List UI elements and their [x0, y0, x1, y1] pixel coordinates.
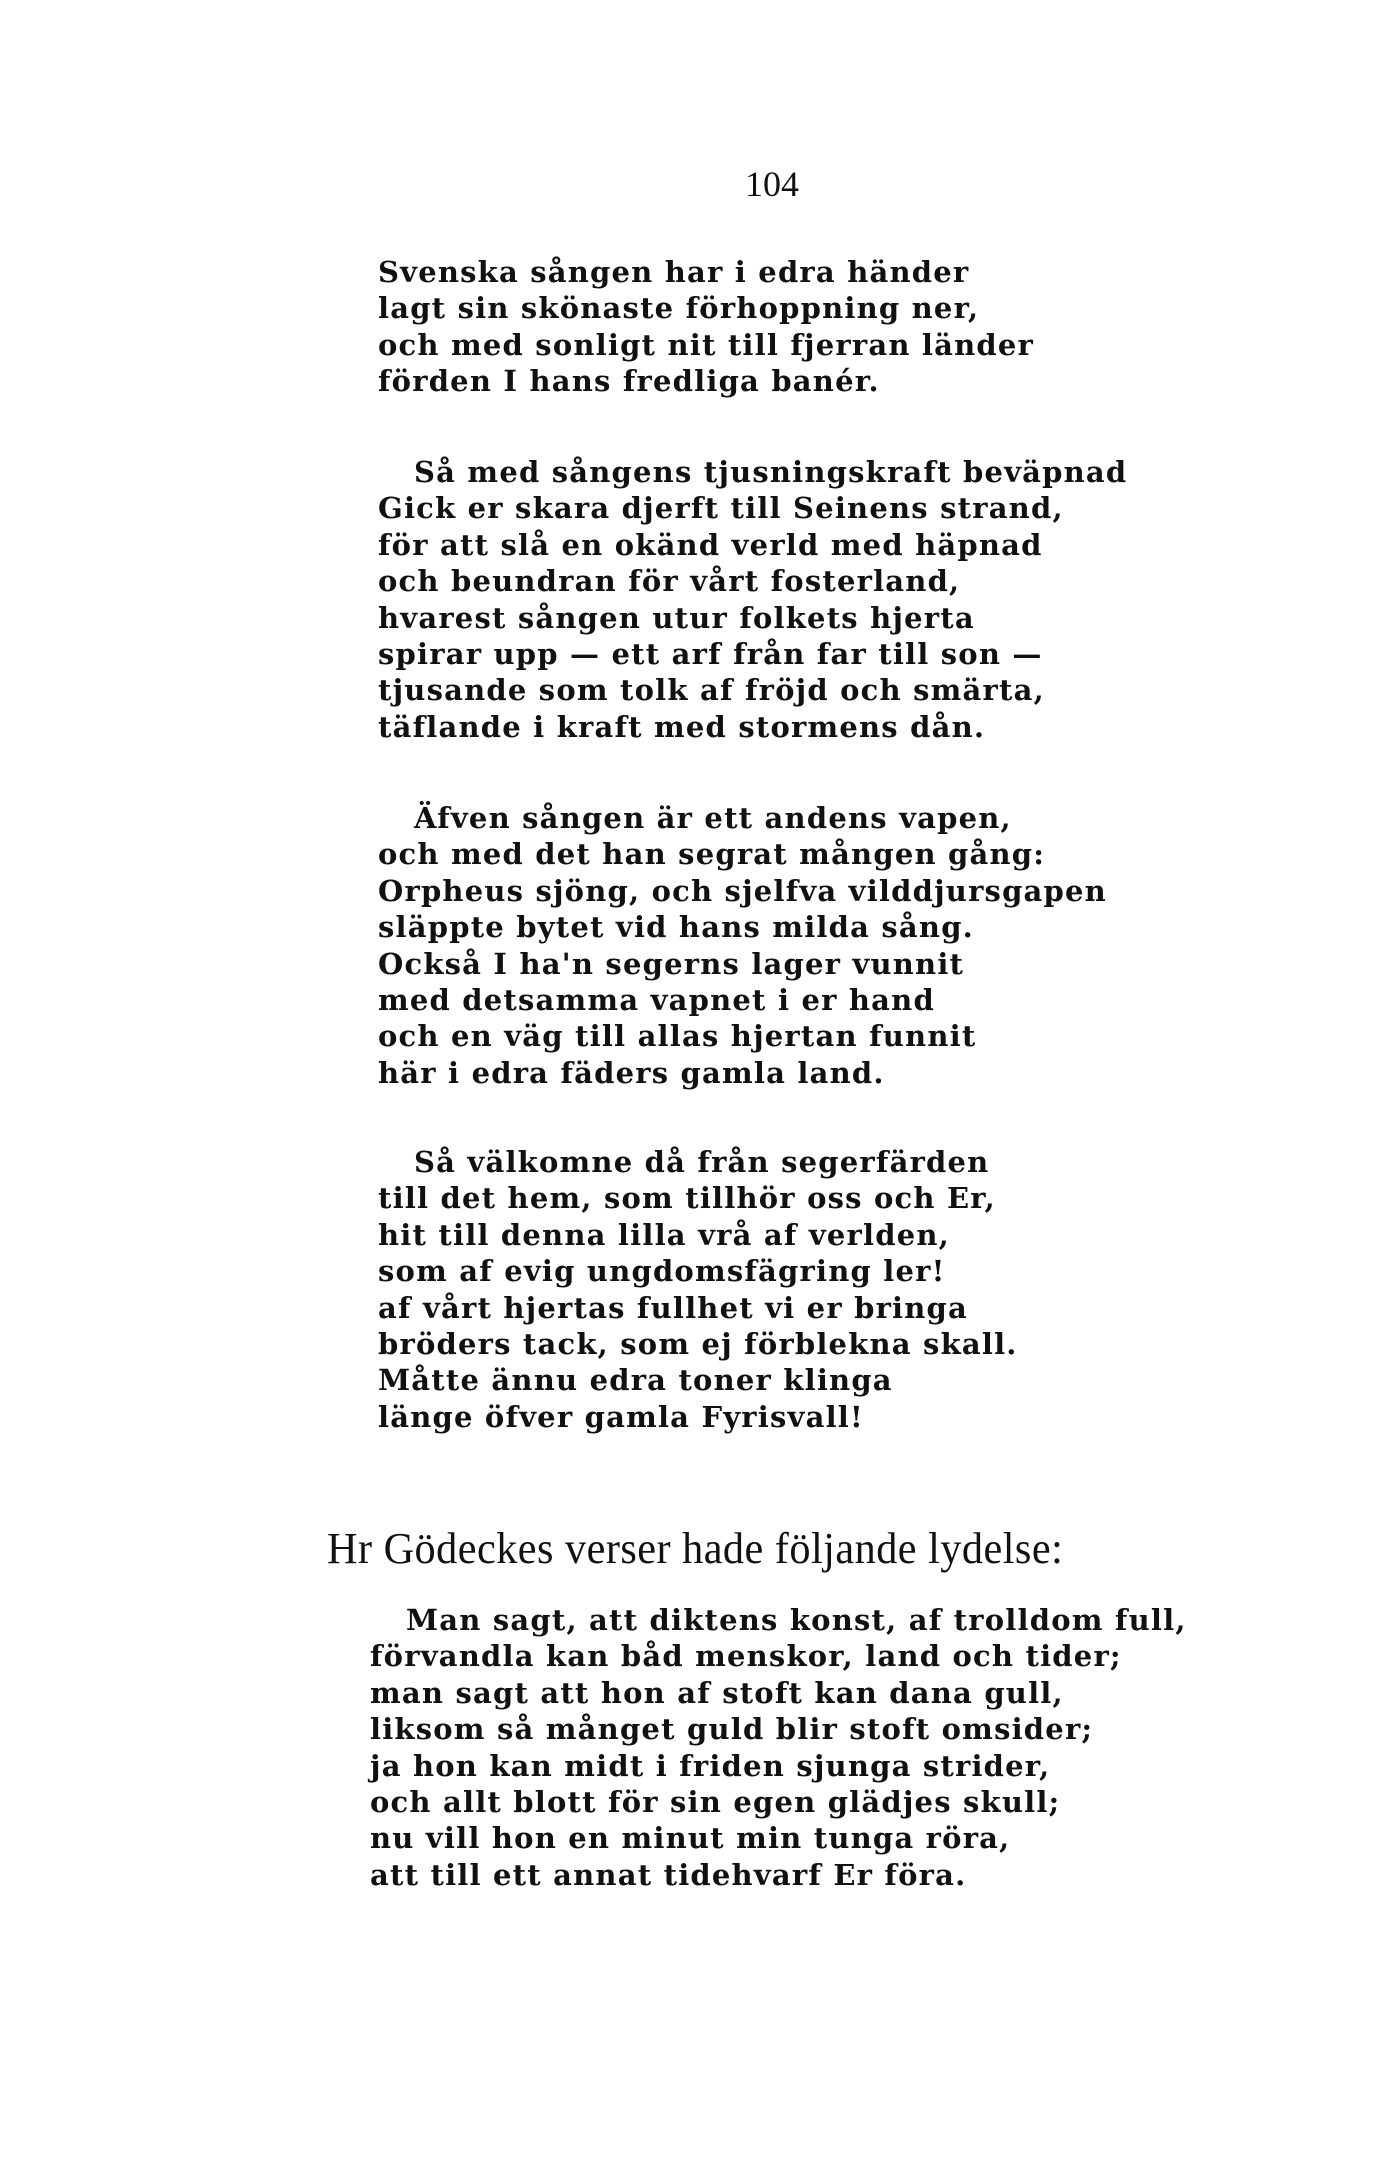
poem-line: spirar upp — ett arf från far till son — [378, 637, 1043, 672]
poem-line: för att slå en okänd verld med häpnad [378, 527, 1043, 562]
poem-line: Äfven sången är ett andens vapen, [414, 801, 1012, 835]
poem-line: att till ett annat tidehvarf Er föra. [370, 1857, 967, 1892]
poem-line: hvarest sången utur folkets hjerta [378, 600, 975, 635]
poem-line: med detsamma vapnet i er hand [378, 983, 935, 1018]
poem-line: Så med sångens tjusningskraft beväpnad [414, 455, 1128, 489]
poem-2-stanza [370, 1602, 1187, 1893]
poem-line: Måtte ännu edra toner klinga [378, 1363, 893, 1398]
poem-line: Gick er skara djerft till Seinens strand, [378, 491, 1064, 526]
poem-line: och beundran för vårt fosterland, [378, 564, 961, 599]
poem-line: till det hem, som tillhör oss och Er, [378, 1181, 996, 1216]
poem-line: täflande i kraft med stormens dån. [378, 709, 986, 744]
poem-line: och med sonligt nit till fjerran länder [378, 327, 1035, 362]
page-number: 104 [745, 164, 799, 204]
stanza-1 [378, 254, 1034, 400]
poem-line: och allt blott för sin egen glädjes skull; [370, 1785, 1061, 1820]
poem-line: tjusande som tolk af fröjd och smärta, [378, 673, 1045, 708]
poem-line: förden I hans fredliga banér. [378, 364, 880, 399]
poem-line: bröders tack, som ej förblekna skall. [378, 1327, 1018, 1362]
poem-line: Så välkomne då från segerfärden [414, 1145, 990, 1179]
poem-line: och med det han segrat mången gång: [378, 837, 1046, 872]
poem-line: Också I ha'n segerns lager vunnit [378, 946, 965, 981]
poem-line: ja hon kan midt i friden sjunga strider, [370, 1748, 1051, 1783]
section-heading: Hr Gödeckes verser hade följande lydelse: [327, 1524, 1064, 1573]
poem-line: släppte bytet vid hans milda sång. [378, 910, 974, 945]
stanza-3 [378, 800, 1107, 1091]
poem-line: länge öfver gamla Fyrisvall! [378, 1399, 864, 1434]
poem-line: här i edra fäders gamla land. [378, 1055, 885, 1090]
poem-line: hit till denna lilla vrå af verlden, [378, 1217, 950, 1252]
poem-line: lagt sin skönaste förhoppning ner, [378, 291, 980, 326]
poem-line: Svenska sången har i edra händer [378, 255, 970, 289]
poem-line: liksom så månget guld blir stoft omsider; [370, 1712, 1094, 1747]
poem-line: man sagt att hon af stoft kan dana gull, [370, 1675, 1064, 1710]
poem-line: och en väg till allas hjertan funnit [378, 1019, 977, 1054]
stanza-4 [378, 1144, 1018, 1435]
poem-line: Orpheus sjöng, och sjelfva vilddjursgapen [378, 873, 1107, 908]
poem-line: som af evig ungdomsfägring ler! [378, 1254, 946, 1289]
poem-line: förvandla kan båd menskor, land och tider; [370, 1639, 1122, 1674]
stanza-2 [378, 454, 1127, 745]
poem-line: Man sagt, att diktens konst, af trolldom full, [406, 1603, 1187, 1637]
poem-line: nu vill hon en minut min tunga röra, [370, 1821, 1011, 1856]
poem-line: af vårt hjertas fullhet vi er bringa [378, 1290, 969, 1325]
